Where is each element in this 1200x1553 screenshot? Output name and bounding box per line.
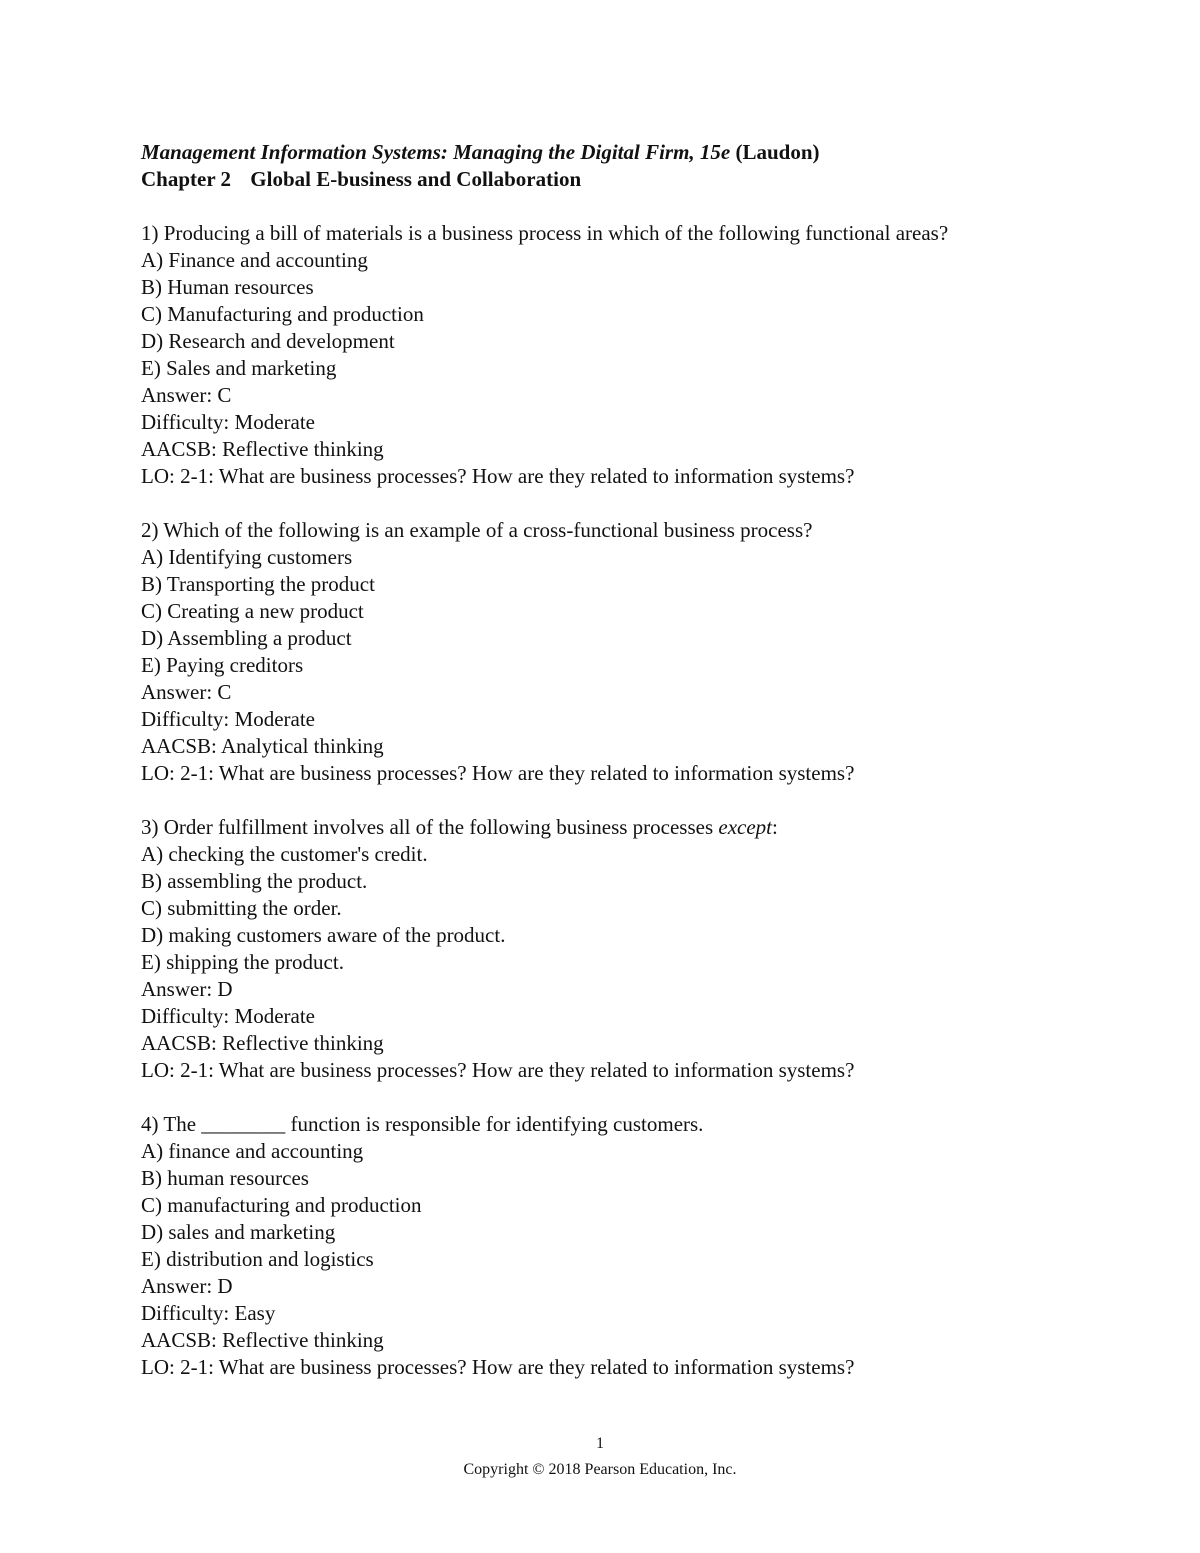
option-b: B) human resources — [141, 1166, 309, 1190]
option-e: E) Paying creditors — [141, 653, 304, 677]
document-page — [141, 139, 1041, 1381]
option-c: C) Manufacturing and production — [141, 302, 424, 326]
chapter-heading — [141, 166, 1041, 193]
learning-objective: LO: 2-1: What are business processes? How are they related to information systems? — [141, 1058, 855, 1082]
option-c: C) Creating a new product — [141, 599, 364, 623]
option-b: B) Transporting the product — [141, 572, 375, 596]
aacsb: AACSB: Analytical thinking — [141, 734, 384, 758]
option-d: D) Assembling a product — [141, 626, 352, 650]
question-2 — [141, 517, 1041, 787]
question-stem-text: 3) Order fulfillment involves all of the following business processes — [141, 815, 714, 839]
book-title: Management Information Systems: Managing the Digital Firm, 15e — [141, 140, 731, 164]
learning-objective: LO: 2-1: What are business processes? How are they related to information systems? — [141, 1355, 855, 1379]
question-stem: 2) Which of the following is an example of a cross-functional business process? — [141, 518, 813, 542]
aacsb: AACSB: Reflective thinking — [141, 1328, 384, 1352]
option-b: B) assembling the product. — [141, 869, 368, 893]
chapter-number: Chapter 2 — [141, 167, 232, 191]
book-title-line — [141, 139, 1041, 166]
option-d: D) making customers aware of the product. — [141, 923, 506, 947]
option-e: E) distribution and logistics — [141, 1247, 374, 1271]
difficulty: Difficulty: Easy — [141, 1301, 276, 1325]
aacsb: AACSB: Reflective thinking — [141, 1031, 384, 1055]
book-author: (Laudon) — [735, 140, 820, 164]
option-b: B) Human resources — [141, 275, 314, 299]
difficulty: Difficulty: Moderate — [141, 707, 315, 731]
question-stem: 1) Producing a bill of materials is a business process in which of the following functional areas? — [141, 221, 949, 245]
question-1 — [141, 220, 1041, 490]
answer: Answer: D — [141, 1274, 233, 1298]
question-stem-end: : — [772, 815, 778, 839]
option-a: A) Finance and accounting — [141, 248, 368, 272]
question-4 — [141, 1111, 1041, 1381]
option-c: C) submitting the order. — [141, 896, 342, 920]
option-a: A) Identifying customers — [141, 545, 353, 569]
difficulty: Difficulty: Moderate — [141, 410, 315, 434]
answer: Answer: C — [141, 383, 232, 407]
answer: Answer: C — [141, 680, 232, 704]
option-d: D) sales and marketing — [141, 1220, 336, 1244]
answer: Answer: D — [141, 977, 233, 1001]
learning-objective: LO: 2-1: What are business processes? How are they related to information systems? — [141, 464, 855, 488]
option-e: E) Sales and marketing — [141, 356, 337, 380]
difficulty: Difficulty: Moderate — [141, 1004, 315, 1028]
question-stem: 4) The ________ function is responsible for identifying customers. — [141, 1112, 704, 1136]
option-c: C) manufacturing and production — [141, 1193, 422, 1217]
option-a: A) checking the customer's credit. — [141, 842, 428, 866]
question-3 — [141, 814, 1041, 1084]
option-d: D) Research and development — [141, 329, 395, 353]
question-stem — [141, 814, 1041, 841]
copyright-notice: Copyright © 2018 Pearson Education, Inc. — [463, 1461, 737, 1478]
learning-objective: LO: 2-1: What are business processes? How are they related to information systems? — [141, 761, 855, 785]
page-number: 1 — [596, 1435, 604, 1452]
aacsb: AACSB: Reflective thinking — [141, 437, 384, 461]
option-e: E) shipping the product. — [141, 950, 344, 974]
chapter-title: Global E-business and Collaboration — [250, 167, 582, 191]
option-a: A) finance and accounting — [141, 1139, 364, 1163]
question-stem-emphasis: except — [718, 815, 773, 839]
